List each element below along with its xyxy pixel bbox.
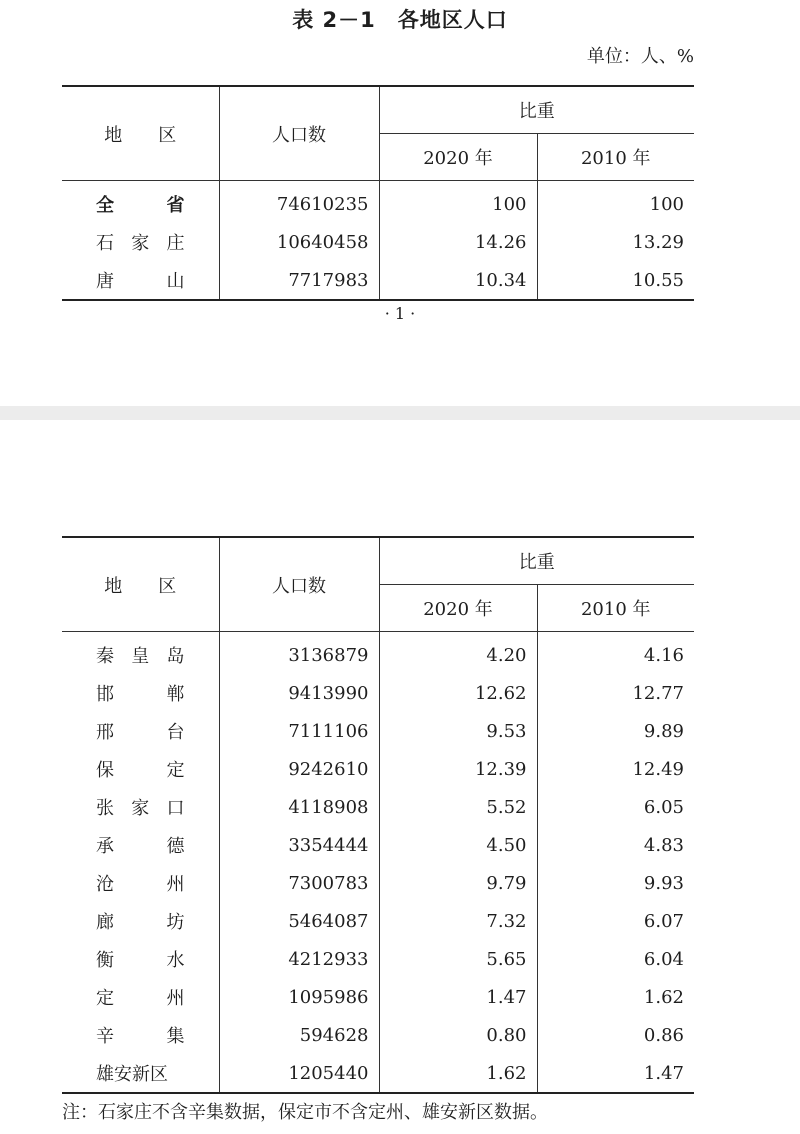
page-separator: [0, 406, 800, 420]
population-cell: 9413990: [219, 674, 379, 712]
region-cell: 邢台: [62, 712, 219, 750]
share-2010-cell: 0.86: [643, 1024, 684, 1046]
share-2020-cell: 100: [379, 181, 537, 224]
population-cell: 7300783: [219, 864, 379, 902]
share-2010-cell: 1.47: [537, 1054, 694, 1093]
share-2020-cell: 0.80: [379, 1016, 537, 1054]
population-cell: 9242610: [219, 750, 379, 788]
header-population: 人口数: [219, 86, 379, 181]
population-cell: 4212933: [219, 940, 379, 978]
page-1: [0, 0, 800, 406]
region-cell: 衡水: [62, 940, 219, 978]
share-2020-cell: 10.34: [379, 261, 537, 300]
share-2020-cell: 9.53: [379, 712, 537, 750]
share-2010-cell: 100: [649, 193, 684, 215]
region-cell: 保定: [62, 750, 219, 788]
table-row: [62, 826, 694, 864]
table-row: [62, 674, 694, 712]
population-cell: 7111106: [219, 712, 379, 750]
header-population: 人口数: [219, 537, 379, 632]
header-year-2020: 2020 年: [379, 134, 537, 181]
share-2010-cell: 6.07: [643, 910, 684, 932]
share-2020-cell: 9.79: [379, 864, 537, 902]
header-region: 地 区: [62, 86, 219, 181]
population-table-part-2: [62, 536, 694, 1094]
table-row: [62, 902, 694, 940]
population-cell: 5464087: [219, 902, 379, 940]
region-cell: 廊坊: [62, 902, 219, 940]
table-row: [62, 181, 694, 224]
share-2020-cell: 4.20: [379, 632, 537, 675]
header-region: 地 区: [62, 537, 219, 632]
table-title: 表 2－1 各地区人口: [292, 8, 508, 32]
table-row: [62, 788, 694, 826]
population-table-part-1: [62, 85, 694, 301]
share-2010-cell: 10.55: [537, 261, 694, 300]
share-2010-cell: 12.49: [632, 758, 684, 780]
region-cell: 雄安新区: [62, 1054, 219, 1093]
share-2020-cell: 12.39: [379, 750, 537, 788]
share-2010-cell: 9.89: [643, 720, 684, 742]
share-2020-cell: 12.62: [379, 674, 537, 712]
share-2020-cell: 5.52: [379, 788, 537, 826]
table-row: [62, 261, 694, 300]
table-row: [62, 864, 694, 902]
share-2010-cell: 4.16: [643, 644, 684, 666]
region-cell: 唐山: [62, 261, 219, 300]
region-cell: 定州: [62, 978, 219, 1016]
region-cell: 沧州: [62, 864, 219, 902]
share-2020-cell: 4.50: [379, 826, 537, 864]
table-row: [62, 223, 694, 261]
header-year-2010: 2010 年: [537, 134, 694, 181]
region-cell: 石家庄: [62, 223, 219, 261]
population-cell: 4118908: [219, 788, 379, 826]
region-cell: 辛集: [62, 1016, 219, 1054]
table-body-part-1: [62, 181, 694, 301]
share-2010-cell: 1.62: [643, 986, 684, 1008]
table-row: [62, 978, 694, 1016]
population-cell: 1205440: [219, 1054, 379, 1093]
share-2010-cell: 9.93: [643, 872, 684, 894]
header-year-2010: 2010 年: [537, 585, 694, 632]
share-2020-cell: 1.62: [379, 1054, 537, 1093]
table-note: 注：石家庄不含辛集数据，保定市不含定州、雄安新区数据。: [62, 1102, 548, 1123]
population-cell: 3354444: [219, 826, 379, 864]
region-cell: 全省: [62, 181, 219, 224]
header-year-2020: 2020 年: [379, 585, 537, 632]
population-cell: 7717983: [219, 261, 379, 300]
table-row: [62, 632, 694, 675]
share-2010-cell: 13.29: [632, 231, 684, 253]
unit-label: 单位：人、%: [586, 46, 694, 67]
population-cell: 74610235: [219, 181, 379, 224]
population-cell: 594628: [219, 1016, 379, 1054]
share-2010-cell: 12.77: [632, 682, 684, 704]
table-row: [62, 712, 694, 750]
share-2010-cell: 6.05: [643, 796, 684, 818]
header-share: 比重: [379, 537, 694, 585]
header-share: 比重: [379, 86, 694, 134]
table-row: [62, 1016, 694, 1054]
share-2020-cell: 7.32: [379, 902, 537, 940]
population-cell: 1095986: [219, 978, 379, 1016]
table-row: [62, 940, 694, 978]
share-2020-cell: 5.65: [379, 940, 537, 978]
page-2: [0, 420, 800, 1134]
share-2020-cell: 1.47: [379, 978, 537, 1016]
share-2020-cell: 14.26: [379, 223, 537, 261]
population-cell: 10640458: [219, 223, 379, 261]
region-cell: 邯郸: [62, 674, 219, 712]
share-2010-cell: 6.04: [643, 948, 684, 970]
population-cell: 3136879: [219, 632, 379, 675]
table-row: [62, 750, 694, 788]
share-2010-cell: 4.83: [643, 834, 684, 856]
region-cell: 承德: [62, 826, 219, 864]
table-row: [62, 1054, 694, 1093]
table-body-part-2: [62, 632, 694, 1094]
region-cell: 秦皇岛: [62, 632, 219, 675]
page-number: · 1 ·: [384, 304, 416, 323]
region-cell: 张家口: [62, 788, 219, 826]
